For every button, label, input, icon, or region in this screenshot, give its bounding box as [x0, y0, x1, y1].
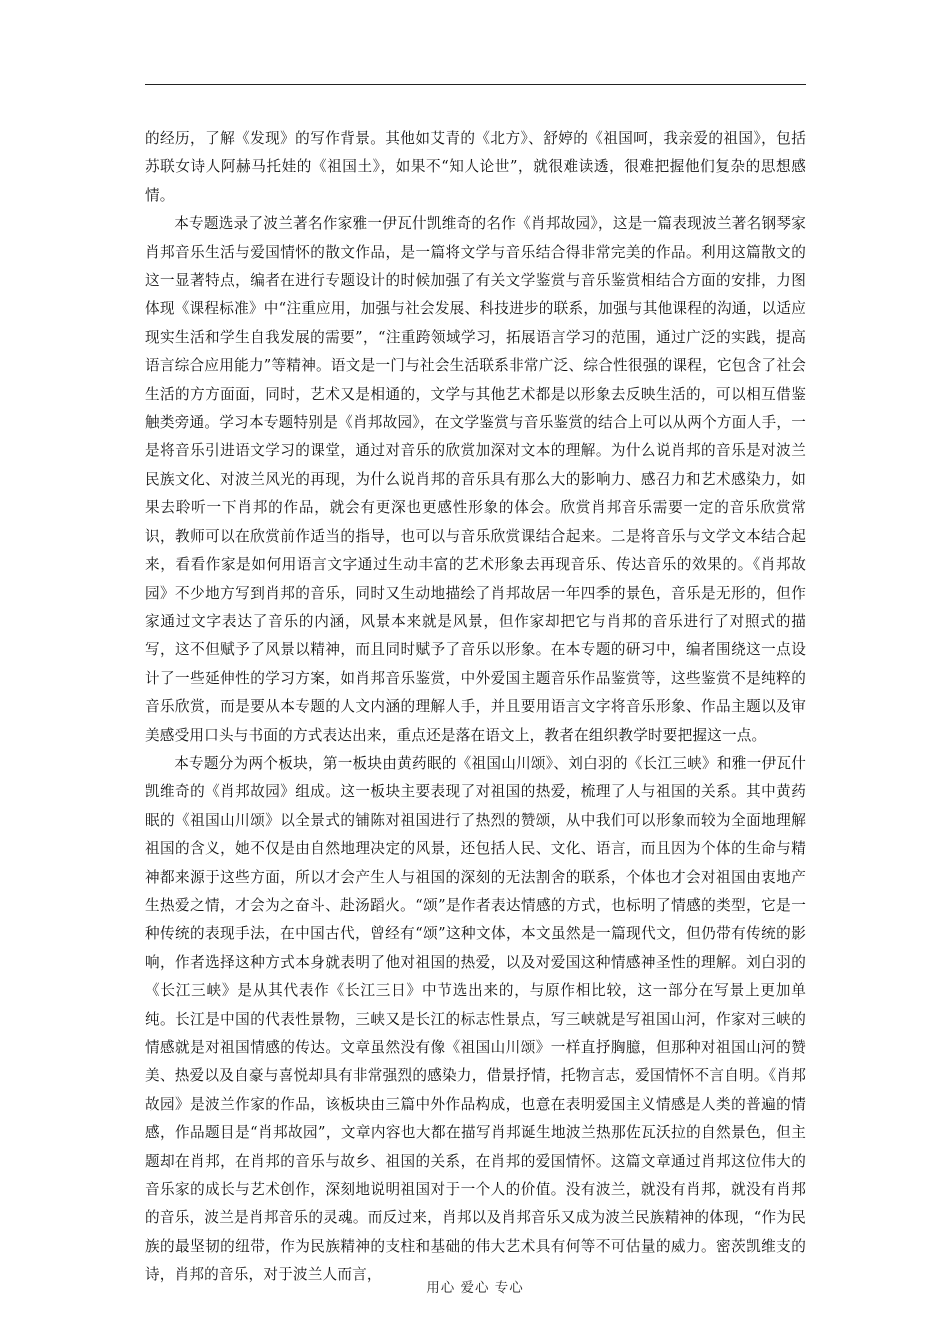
paragraph-2: 本专题选录了波兰著名作家雅一伊瓦什凯维奇的名作《肖邦故园》，这是一篇表现波兰著名钢琴家肖邦音乐生活与爱国情怀的散文作品，是一篇将文学与音乐结合得非常完美的作品。利用这篇散文的这一显著特点，编者在进行专题设计的时候加强了有关文学鉴赏与音乐鉴赏相结合方面的安排，力图体现《课程标准》中“注重应用，加强与社会发展、科技进步的联系，加强与其他课程的沟通，以适应现实生活和学生自我发展的需要”，“注重跨领域学习，拓展语言学习的范围，通过广泛的实践，提高语言综合应用能力”等精神。语文是一门与社会生活联系非常广泛、综合性很强的课程，它包含了社会生活的方方面面，同时，艺术又是相通的，文学与其他艺术都是以形象去反映生活的，可以相互借鉴触类旁通。学习本专题特别是《肖邦故园》，在文学鉴赏与音乐鉴赏的结合上可以从两个方面人手，一是将音乐引进语文学习的课堂，通过对音乐的欣赏加深对文本的理解。为什么说肖邦的音乐是对波兰民族文化、对波兰风光的再现，为什么说肖邦的音乐具有那么大的影响力、感召力和艺术感染力，如果去聆听一下肖邦的作品，就会有更深也更感性形象的体会。欣赏肖邦音乐需要一定的音乐欣赏常识，教师可以在欣赏前作适当的指导，也可以与音乐欣赏课结合起来。二是将音乐与文学文本结合起来，看看作家是如何用语言文字通过生动丰富的艺术形象去再现音乐、传达音乐的效果的。《肖邦故园》不少地方写到肖邦的音乐，同时又生动地描绘了肖邦故居一年四季的景色，音乐是无形的，但作家通过文字表达了音乐的内涵，风景本来就是风景，但作家却把它与肖邦的音乐进行了对照式的描写，这不但赋予了风景以精神，而且同时赋予了音乐以形象。在本专题的研习中，编者围绕这一点设计了一些延伸性的学习方案，如肖邦音乐鉴赏，中外爱国主题音乐作品鉴赏等，这些鉴赏不是纯粹的音乐欣赏，而是要从本专题的人文内涵的理解人手，并且要用语言文字将音乐形象、作品主题以及审美感受用口头与书面的方式表达出来，重点还是落在语文上，教者在组织教学时要把握这一点。	[145, 215, 806, 744]
paragraph-1: 的经历，了解《发现》的写作背景。其他如艾青的《北方》、舒婷的《祖国呵，我亲爱的祖国》，包括苏联女诗人阿赫马托娃的《祖国土》，如果不“知人论世”，就很难读透，很难把握他们复杂的思想感情。	[145, 130, 806, 204]
header-rule	[145, 84, 806, 85]
document-body	[145, 125, 806, 1290]
page-footer: 用心 爱心 专心	[426, 1280, 524, 1296]
paragraph-3: 本专题分为两个板块，第一板块由黄药眠的《祖国山川颂》、刘白羽的《长江三峡》和雅一伊瓦什凯维奇的《肖邦故园》组成。这一板块主要表现了对祖国的热爱，梳理了人与祖国的关系。其中黄药眠的《祖国山川颂》以全景式的铺陈对祖国进行了热烈的赞颂，从中我们可以形象而较为全面地理解祖国的含义，她不仅是由自然地理决定的风景，还包括人民、文化、语言，而且因为个体的生命与精神都来源于这些方面，所以才会产生人与祖国的深刻的无法割舍的联系，个体也才会对祖国由衷地产生热爱之情，才会为之奋斗、赴汤蹈火。“颂”是作者表达情感的方式，也标明了情感的类型，它是一种传统的表现手法，在中国古代，曾经有“颂”这种文体，本文虽然是一篇现代文，但仍带有传统的影响，作者选择这种方式本身就表明了他对祖国的热爱，以及对爱国这种情感神圣性的理解。刘白羽的《长江三峡》是从其代表作《长江三日》中节选出来的，与原作相比较，这一部分在写景上更加单纯。长江是中国的代表性景物，三峡又是长江的标志性景点，写三峡就是写祖国山河，作家对三峡的情感就是对祖国情感的传达。文章虽然没有像《祖国山川颂》一样直抒胸臆，但那种对祖国山河的赞美、热爱以及自豪与喜悦却具有非常强烈的感染力，借景抒情，托物言志，爱国情怀不言自明。《肖邦故园》是波兰作家的作品，该板块由三篇中外作品构成，也意在表明爱国主义情感是人类的普遍的情感，作品题目是“肖邦故园”，文章内容也大都在描写肖邦诞生地波兰热那佐瓦沃拉的自然景色，但主题却在肖邦，在肖邦的音乐与故乡、祖国的关系，在肖邦的爱国情怀。这篇文章通过肖邦这位伟大的音乐家的成长与艺术创作，深刻地说明祖国对于一个人的价值。没有波兰，就没有肖邦，就没有肖邦的音乐，波兰是肖邦音乐的灵魂。而反过来，肖邦以及肖邦音乐又成为波兰民族精神的体现，“作为民族的最坚韧的纽带，作为民族精神的支柱和基础的伟大艺术具有何等不可估量的威力。密茨凯维支的诗，肖邦的音乐，对于波兰人而言，	[145, 754, 806, 1284]
